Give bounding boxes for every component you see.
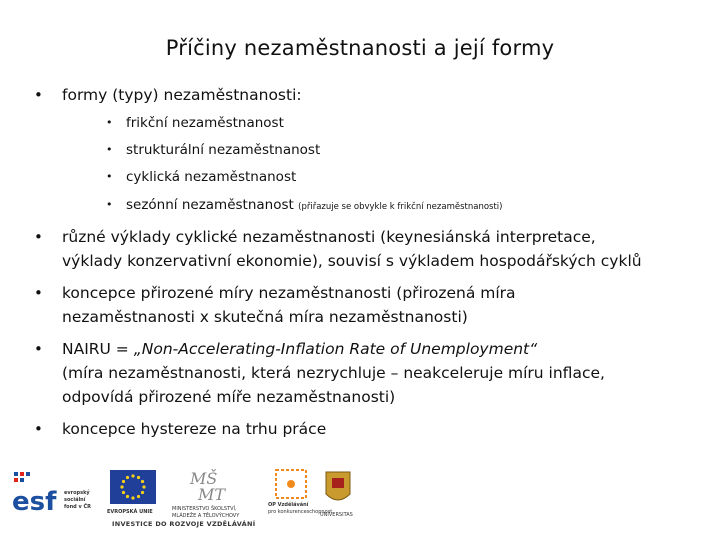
eu-star-icon <box>141 491 144 494</box>
sub-dot: • <box>106 198 113 211</box>
msmt-caption2: MLÁDEŽE A TĚLOVÝCHOVY <box>172 513 240 519</box>
eu-star-icon <box>126 495 129 498</box>
esf-caption2: sociální <box>64 497 86 503</box>
sub-item-frictional <box>106 113 284 133</box>
bullet-text-line2: nezaměstnanosti x skutečná míra nezaměstnanosti) <box>62 308 468 326</box>
eu-star-icon <box>137 476 140 479</box>
op-caption1: OP Vzdělávání <box>268 502 309 508</box>
bullet-cyclical-interpretations <box>34 225 642 273</box>
sub-item-seasonal <box>106 195 503 217</box>
sub-text: cyklická nezaměstnanost <box>126 169 297 185</box>
sub-text: strukturální nezaměstnanost <box>126 142 321 158</box>
msmt-logo <box>170 466 265 522</box>
eu-star-icon <box>137 495 140 498</box>
esf-caption3: fond v ČR <box>64 504 92 510</box>
bullet-text-line1: koncepce přirozené míry nezaměstnanosti (přirozená míra <box>62 284 516 302</box>
sub-dot: • <box>106 143 113 156</box>
bullet-text-line2: (míra nezaměstnanosti, která nezrychluje – neakceleruje míru inflace, <box>62 364 605 382</box>
investice-caption: INVESTICE DO ROZVOJE VZDĚLÁVÁNÍ <box>112 520 256 528</box>
sub-dot: • <box>106 170 113 183</box>
nairu-definition: „Non-Accelerating-Inflation Rate of Unemployment“ <box>133 340 538 358</box>
bullet-dot: • <box>34 86 43 104</box>
bullet-forms <box>34 83 302 107</box>
bullet-natural-rate <box>34 281 516 329</box>
op-vk-logo <box>268 468 333 516</box>
eu-star-icon <box>131 474 134 477</box>
eu-star-icon <box>126 476 129 479</box>
esf-caption1: evropský <box>64 490 90 496</box>
bullet-text: koncepce hystereze na trhu práce <box>62 420 327 438</box>
eu-star-icon <box>131 496 134 499</box>
bullet-nairu <box>34 337 605 409</box>
sub-text: sezónní nezaměstnanost <box>126 197 294 213</box>
eu-star-icon <box>120 485 123 488</box>
bullet-hysteresis <box>34 417 327 441</box>
eu-caption: EVROPSKÁ UNIE <box>107 509 153 515</box>
nairu-prefix: NAIRU = <box>62 340 134 358</box>
bullet-text-line2: výklady konzervativní ekonomie), souvisí s výkladem hospodářských cyklů <box>62 252 642 270</box>
eu-flag-logo <box>105 468 160 518</box>
msmt-mark-bottom: MT <box>198 485 226 504</box>
eu-star-icon <box>122 491 125 494</box>
bullet-dot: • <box>34 284 43 302</box>
bullet-dot: • <box>34 340 43 358</box>
bullet-text: formy (typy) nezaměstnanosti: <box>62 86 302 104</box>
esf-text: esf <box>12 487 57 517</box>
bullet-text-line1: různé výklady cyklické nezaměstnanosti (keynesiánská interpretace, <box>62 228 596 246</box>
sub-dot: • <box>106 116 113 129</box>
op-caption2: pro konkurenceschopnost <box>268 509 333 515</box>
eu-star-icon <box>142 485 145 488</box>
esf-logo <box>12 468 102 518</box>
bullet-dot: • <box>34 228 43 246</box>
eu-star-icon <box>141 480 144 483</box>
eu-star-icon <box>122 480 125 483</box>
slide-title: Příčiny nezaměstnanosti a její formy <box>165 36 555 60</box>
bullet-text-line3: odpovídá přirozené míře nezaměstnanosti) <box>62 388 396 406</box>
sub-item-structural <box>106 140 321 160</box>
crest-caption: UNIVERSITAS <box>320 512 353 518</box>
msmt-caption1: MINISTERSTVO ŠKOLSTVÍ, <box>172 506 237 512</box>
sub-item-cyclical <box>106 167 297 187</box>
sub-note: (přiřazuje se obvykle k frikční nezaměstnanosti) <box>298 202 503 212</box>
bullet-text-line1 <box>62 337 605 361</box>
bullet-dot: • <box>34 420 43 438</box>
logo-strip <box>0 462 370 540</box>
msmt-mark-top: MŠ <box>190 469 218 488</box>
sub-text: frikční nezaměstnanost <box>126 115 284 131</box>
university-crest-logo <box>318 468 358 524</box>
